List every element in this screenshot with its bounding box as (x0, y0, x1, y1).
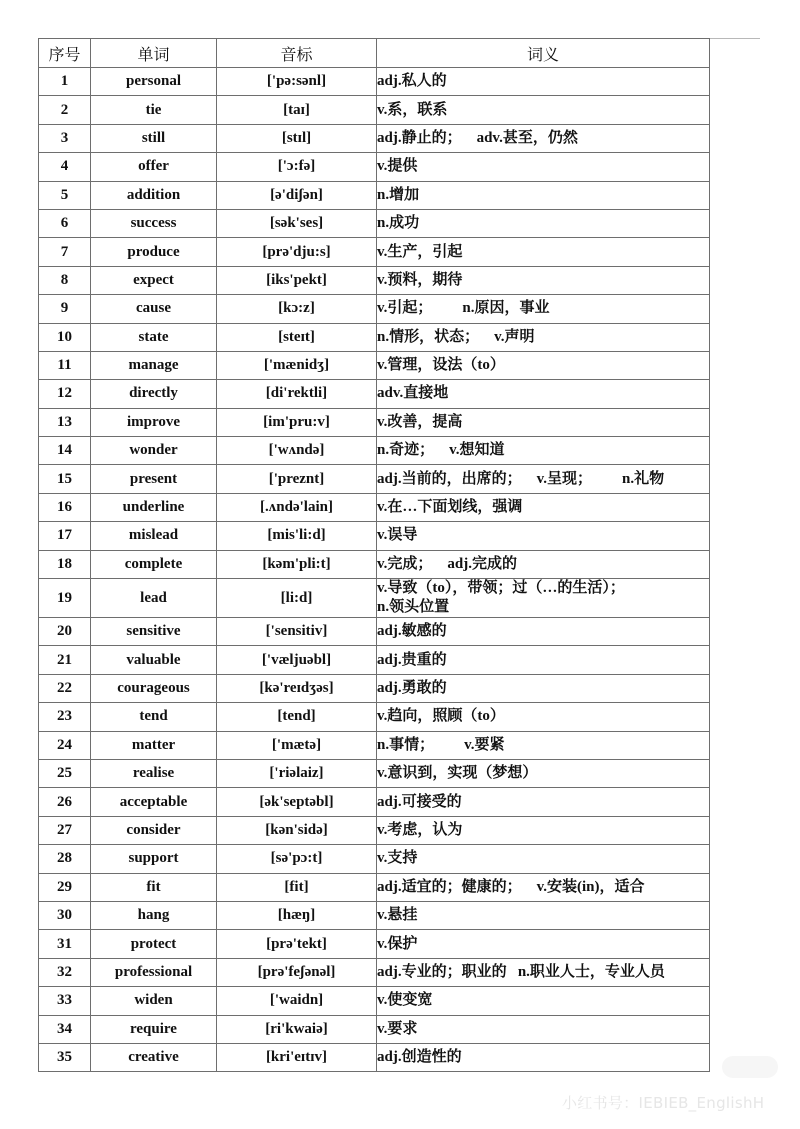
row-meaning: v.考虑，认为 (377, 816, 710, 844)
row-number: 14 (39, 437, 91, 465)
row-phonetic: ['mætə] (217, 731, 377, 759)
table-row (39, 209, 710, 237)
row-phonetic: [ə'diʃən] (217, 181, 377, 209)
row-word: fit (91, 873, 217, 901)
row-meaning: adj.创造性的 (377, 1043, 710, 1071)
table-row (39, 493, 710, 521)
row-number: 13 (39, 408, 91, 436)
row-number: 2 (39, 96, 91, 124)
row-phonetic: ['waidn] (217, 987, 377, 1015)
meaning-line-2: n.领头位置 (377, 599, 450, 616)
row-meaning: v.悬挂 (377, 901, 710, 929)
row-number: 24 (39, 731, 91, 759)
row-phonetic: [prə'dju:s] (217, 238, 377, 266)
row-word: present (91, 465, 217, 493)
table-row (39, 958, 710, 986)
row-phonetic: [prə'tekt] (217, 930, 377, 958)
row-number: 26 (39, 788, 91, 816)
table-row (39, 266, 710, 294)
table-row (39, 68, 710, 96)
header-word: 单词 (91, 39, 217, 68)
row-word: underline (91, 493, 217, 521)
row-meaning: v.系，联系 (377, 96, 710, 124)
row-word: directly (91, 380, 217, 408)
row-number: 29 (39, 873, 91, 901)
row-phonetic: [taɪ] (217, 96, 377, 124)
row-meaning: v.管理，设法（to） (377, 351, 710, 379)
row-phonetic: ['preznt] (217, 465, 377, 493)
row-word: valuable (91, 646, 217, 674)
meaning-line-1: v.导致（to），带领；过（…的生活）； (377, 580, 625, 597)
row-number: 10 (39, 323, 91, 351)
table-row (39, 845, 710, 873)
row-word: consider (91, 816, 217, 844)
table-row (39, 674, 710, 702)
row-phonetic: [di'rektli] (217, 380, 377, 408)
table-row (39, 759, 710, 787)
row-phonetic: [iks'pekt] (217, 266, 377, 294)
row-number: 9 (39, 295, 91, 323)
row-meaning (377, 579, 710, 618)
table-row (39, 901, 710, 929)
row-phonetic: [kən'sidə] (217, 816, 377, 844)
row-phonetic: [mis'li:d] (217, 522, 377, 550)
row-phonetic: [ək'septəbl] (217, 788, 377, 816)
row-number: 19 (39, 579, 91, 618)
row-word: courageous (91, 674, 217, 702)
row-phonetic: [kəm'pli:t] (217, 550, 377, 578)
row-meaning: adj.专业的；职业的 n.职业人士，专业人员 (377, 958, 710, 986)
row-word: expect (91, 266, 217, 294)
row-meaning: v.在…下面划线，强调 (377, 493, 710, 521)
row-word: professional (91, 958, 217, 986)
row-meaning: v.趋向，照顾（to） (377, 703, 710, 731)
row-phonetic: [fit] (217, 873, 377, 901)
row-phonetic: [kə'reɪdʒəs] (217, 674, 377, 702)
table-header-row (39, 39, 710, 68)
row-number: 15 (39, 465, 91, 493)
table-row (39, 930, 710, 958)
table-row (39, 124, 710, 152)
table-row (39, 618, 710, 646)
row-word: cause (91, 295, 217, 323)
row-word: realise (91, 759, 217, 787)
row-number: 34 (39, 1015, 91, 1043)
row-meaning: adj.贵重的 (377, 646, 710, 674)
row-number: 18 (39, 550, 91, 578)
row-number: 28 (39, 845, 91, 873)
row-number: 8 (39, 266, 91, 294)
row-meaning: v.保护 (377, 930, 710, 958)
row-number: 30 (39, 901, 91, 929)
table-row (39, 1015, 710, 1043)
row-meaning: v.预料，期待 (377, 266, 710, 294)
row-number: 32 (39, 958, 91, 986)
row-phonetic: [im'pru:v] (217, 408, 377, 436)
table-row (39, 703, 710, 731)
table-row (39, 788, 710, 816)
row-number: 1 (39, 68, 91, 96)
row-meaning: v.改善，提高 (377, 408, 710, 436)
header-number: 序号 (39, 39, 91, 68)
row-word: acceptable (91, 788, 217, 816)
row-meaning: adj.静止的； adv.甚至，仍然 (377, 124, 710, 152)
row-word: produce (91, 238, 217, 266)
row-meaning: adj.可接受的 (377, 788, 710, 816)
row-phonetic: [li:d] (217, 579, 377, 618)
row-word: matter (91, 731, 217, 759)
row-number: 35 (39, 1043, 91, 1071)
row-word: personal (91, 68, 217, 96)
row-phonetic: ['wʌndə] (217, 437, 377, 465)
row-meaning: adj.私人的 (377, 68, 710, 96)
row-phonetic: ['sensitiv] (217, 618, 377, 646)
row-number: 6 (39, 209, 91, 237)
row-phonetic: [steɪt] (217, 323, 377, 351)
row-meaning: v.生产，引起 (377, 238, 710, 266)
row-number: 23 (39, 703, 91, 731)
table-row (39, 153, 710, 181)
table-row (39, 380, 710, 408)
row-word: tie (91, 96, 217, 124)
table-row (39, 731, 710, 759)
table-row (39, 465, 710, 493)
row-word: hang (91, 901, 217, 929)
row-meaning: n.增加 (377, 181, 710, 209)
row-word: mislead (91, 522, 217, 550)
table-row (39, 550, 710, 578)
row-word: complete (91, 550, 217, 578)
row-word: require (91, 1015, 217, 1043)
header-meaning: 词义 (377, 39, 710, 68)
row-number: 3 (39, 124, 91, 152)
row-meaning: v.支持 (377, 845, 710, 873)
row-number: 27 (39, 816, 91, 844)
row-phonetic: [sək'ses] (217, 209, 377, 237)
row-number: 21 (39, 646, 91, 674)
row-meaning: v.要求 (377, 1015, 710, 1043)
row-word: offer (91, 153, 217, 181)
row-number: 4 (39, 153, 91, 181)
row-number: 20 (39, 618, 91, 646)
row-number: 16 (39, 493, 91, 521)
row-meaning: v.提供 (377, 153, 710, 181)
row-number: 11 (39, 351, 91, 379)
row-number: 33 (39, 987, 91, 1015)
header-phonetic: 音标 (217, 39, 377, 68)
row-phonetic: ['riəlaiz] (217, 759, 377, 787)
row-phonetic: [prə'feʃənəl] (217, 958, 377, 986)
table-row (39, 437, 710, 465)
table-row (39, 96, 710, 124)
row-phonetic: [hæŋ] (217, 901, 377, 929)
row-word: addition (91, 181, 217, 209)
table-row (39, 522, 710, 550)
row-meaning: n.情形，状态； v.声明 (377, 323, 710, 351)
table-row (39, 181, 710, 209)
row-word: manage (91, 351, 217, 379)
row-word: sensitive (91, 618, 217, 646)
row-meaning: v.完成； adj.完成的 (377, 550, 710, 578)
table-row (39, 323, 710, 351)
row-meaning: adj.勇敢的 (377, 674, 710, 702)
row-word: state (91, 323, 217, 351)
row-word: support (91, 845, 217, 873)
row-word: wonder (91, 437, 217, 465)
page-edge-line (708, 38, 760, 39)
row-phonetic: [sə'pɔ:t] (217, 845, 377, 873)
table-row (39, 351, 710, 379)
row-phonetic: ['ɔ:fə] (217, 153, 377, 181)
table-row (39, 646, 710, 674)
row-meaning: adj.适宜的；健康的； v.安装(in)，适合 (377, 873, 710, 901)
row-number: 31 (39, 930, 91, 958)
row-meaning: adj.当前的，出席的； v.呈现； n.礼物 (377, 465, 710, 493)
row-meaning: v.引起； n.原因，事业 (377, 295, 710, 323)
row-number: 22 (39, 674, 91, 702)
row-phonetic: ['mænidʒ] (217, 351, 377, 379)
table-row (39, 579, 710, 618)
row-phonetic: [stɪl] (217, 124, 377, 152)
watermark-logo (722, 1056, 778, 1078)
row-phonetic: [.ʌndə'lain] (217, 493, 377, 521)
row-meaning: n.事情； v.要紧 (377, 731, 710, 759)
row-word: protect (91, 930, 217, 958)
row-meaning: adj.敏感的 (377, 618, 710, 646)
table-row (39, 238, 710, 266)
row-meaning: v.意识到，实现（梦想） (377, 759, 710, 787)
row-phonetic: [ri'kwaiə] (217, 1015, 377, 1043)
table-row (39, 816, 710, 844)
table-row (39, 295, 710, 323)
row-word: still (91, 124, 217, 152)
row-number: 12 (39, 380, 91, 408)
row-word: creative (91, 1043, 217, 1071)
row-meaning: v.使变宽 (377, 987, 710, 1015)
row-number: 5 (39, 181, 91, 209)
row-phonetic: [kɔ:z] (217, 295, 377, 323)
row-word: improve (91, 408, 217, 436)
row-meaning: adv.直接地 (377, 380, 710, 408)
row-phonetic: ['væljuəbl] (217, 646, 377, 674)
row-number: 25 (39, 759, 91, 787)
row-word: success (91, 209, 217, 237)
row-phonetic: [kri'eɪtɪv] (217, 1043, 377, 1071)
row-word: lead (91, 579, 217, 618)
row-number: 17 (39, 522, 91, 550)
row-phonetic: [tend] (217, 703, 377, 731)
watermark: 小红书号：IEBIEB_EnglishH (562, 1094, 765, 1112)
row-number: 7 (39, 238, 91, 266)
table-row (39, 873, 710, 901)
row-word: tend (91, 703, 217, 731)
row-meaning: n.奇迹； v.想知道 (377, 437, 710, 465)
table-row (39, 408, 710, 436)
table-row (39, 1043, 710, 1071)
row-phonetic: ['pə:sənl] (217, 68, 377, 96)
row-word: widen (91, 987, 217, 1015)
vocabulary-table (38, 38, 710, 1072)
row-meaning: n.成功 (377, 209, 710, 237)
table-row (39, 987, 710, 1015)
row-meaning: v.误导 (377, 522, 710, 550)
